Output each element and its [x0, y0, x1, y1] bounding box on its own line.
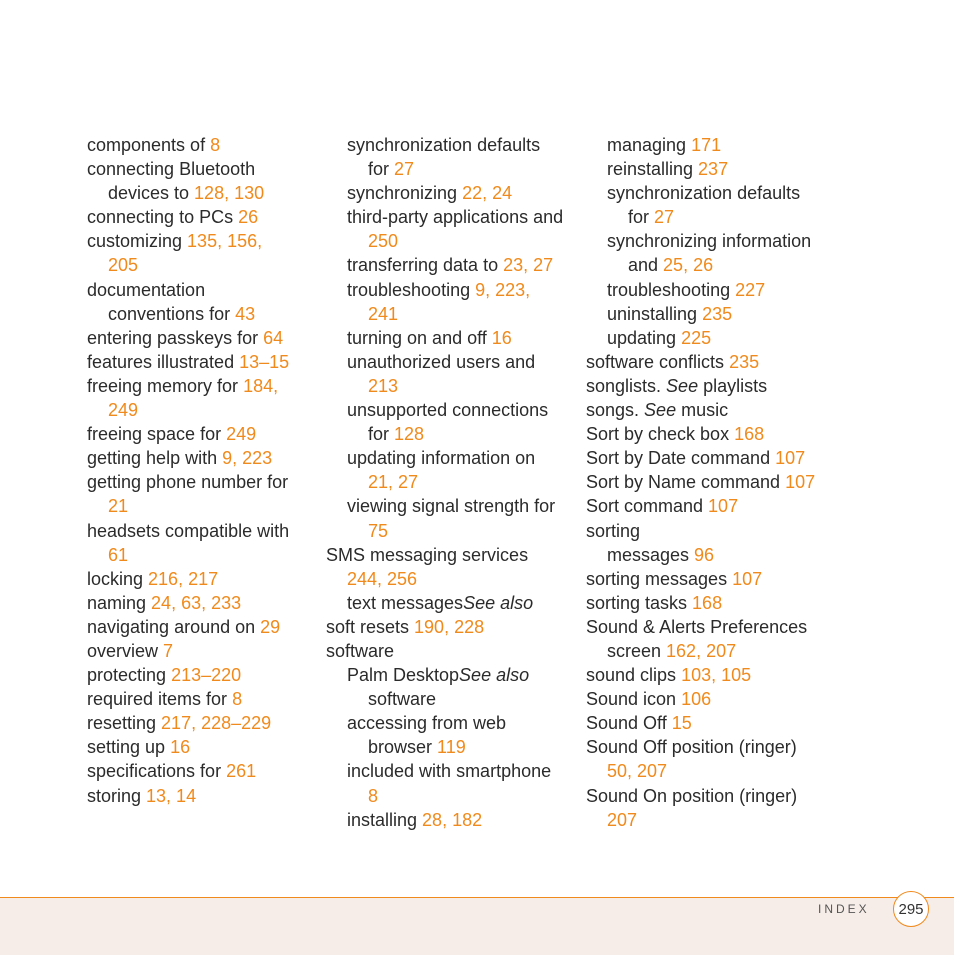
index-term: specifications for	[87, 761, 227, 782]
index-line	[87, 181, 319, 205]
index-line	[326, 543, 576, 567]
page-reference: 250	[368, 231, 399, 252]
index-line	[586, 229, 846, 253]
index-term: Sound & Alerts Preferences	[586, 616, 808, 637]
index-line	[87, 374, 319, 398]
index-line	[326, 567, 576, 591]
index-term: troubleshooting	[607, 279, 736, 300]
footer-band	[0, 897, 954, 955]
index-term: managing	[607, 135, 692, 155]
index-term: Sort by Date command	[586, 448, 776, 469]
index-line	[87, 157, 319, 181]
index-line	[326, 663, 576, 687]
index-line	[586, 663, 846, 687]
index-term: unsupported connections	[347, 400, 549, 421]
index-line	[87, 711, 319, 735]
index-line	[87, 735, 319, 759]
index-line	[87, 615, 319, 639]
index-line	[326, 398, 576, 422]
page-reference: 75	[368, 520, 389, 541]
index-term: for	[368, 159, 395, 180]
index-term: freeing memory for	[87, 375, 244, 396]
page-reference: 190, 228	[414, 616, 485, 637]
page-reference: 213–220	[171, 665, 242, 686]
index-term: updating information on	[347, 448, 536, 469]
index-term: Sound Off position (ringer)	[586, 737, 797, 758]
index-line	[326, 759, 576, 783]
page-reference: 28, 182	[422, 809, 483, 830]
page-reference: 213	[368, 375, 399, 396]
index-line	[87, 133, 319, 157]
index-line	[586, 519, 846, 543]
page-reference: 27	[654, 207, 675, 228]
index-line	[586, 157, 846, 181]
page-reference: 207	[607, 809, 638, 830]
page-reference: 13, 14	[146, 785, 197, 806]
page-reference: 162, 207	[666, 640, 737, 661]
index-line	[326, 253, 576, 277]
page-reference: 107	[732, 568, 763, 589]
index-term: unauthorized users and	[347, 351, 536, 372]
index-line	[586, 759, 846, 783]
index-line	[326, 711, 576, 735]
index-line	[87, 470, 319, 494]
page-reference: 241	[368, 303, 399, 324]
index-line	[326, 374, 576, 398]
index-line	[87, 278, 319, 302]
page-reference: 8	[210, 135, 221, 155]
index-line	[326, 519, 576, 543]
page-reference: 235	[729, 351, 760, 372]
index-term: components of	[87, 135, 211, 155]
index-term: locking	[87, 568, 149, 589]
index-term: Sound Off	[586, 713, 672, 734]
index-term: Sort by check box	[586, 424, 735, 445]
index-term: sorting messages	[586, 568, 733, 589]
index-term: screen	[607, 640, 667, 661]
page-reference: 27	[394, 159, 415, 180]
index-line	[326, 784, 576, 808]
page-reference: 13–15	[239, 351, 290, 372]
index-term: protecting	[87, 665, 172, 686]
page-reference: 96	[694, 544, 715, 565]
index-column-1	[87, 133, 319, 808]
page-reference: 168	[734, 424, 765, 445]
index-line	[87, 253, 319, 277]
index-line	[586, 639, 846, 663]
index-line	[586, 133, 846, 157]
index-line	[326, 302, 576, 326]
index-line	[87, 350, 319, 374]
index-term: navigating around on	[87, 616, 261, 637]
index-line	[87, 639, 319, 663]
index-term: freeing space for	[87, 424, 227, 445]
page-reference: 171	[691, 135, 722, 155]
page-reference: 249	[226, 424, 257, 445]
index-line	[586, 446, 846, 470]
index-term: sorting	[586, 520, 641, 541]
index-term: turning on and off	[347, 327, 492, 348]
index-line	[326, 205, 576, 229]
page-reference: 128, 130	[194, 183, 265, 204]
index-term: third-party applications and	[347, 207, 564, 228]
page-reference: 227	[735, 279, 766, 300]
index-term: required items for	[87, 689, 233, 710]
page-reference: 9, 223,	[475, 279, 531, 300]
page-reference: 22, 24	[462, 183, 513, 204]
page-reference: 26	[238, 207, 259, 228]
index-term: getting help with	[87, 448, 223, 469]
index-line	[586, 615, 846, 639]
page-reference: 244, 256	[347, 568, 418, 589]
index-line	[326, 326, 576, 350]
page-reference: 217, 228–229	[161, 713, 272, 734]
index-line	[586, 181, 846, 205]
page-reference: 21	[108, 496, 129, 517]
index-line	[586, 278, 846, 302]
index-line	[326, 278, 576, 302]
index-line	[326, 615, 576, 639]
index-line	[586, 350, 846, 374]
page-reference: 43	[235, 303, 256, 324]
see-reference: See	[644, 400, 677, 421]
index-line	[87, 591, 319, 615]
page-reference: 64	[263, 327, 284, 348]
page-reference: 8	[368, 785, 379, 806]
index-term: sorting tasks	[586, 592, 693, 613]
page-reference: 103, 105	[681, 665, 752, 686]
index-term: uninstalling	[607, 303, 703, 324]
page-reference: 50, 207	[607, 761, 668, 782]
index-line	[87, 446, 319, 470]
page-reference: 168	[692, 592, 723, 613]
index-term: synchronization defaults	[607, 183, 801, 204]
see-reference: See	[666, 375, 699, 396]
page-reference: 24, 63, 233	[151, 592, 242, 613]
index-line	[326, 157, 576, 181]
page-number: 295	[898, 900, 924, 918]
index-line	[87, 422, 319, 446]
index-term: accessing from web	[347, 713, 507, 734]
index-line	[87, 519, 319, 543]
section-label: INDEX	[818, 902, 870, 916]
index-term: devices to	[108, 183, 195, 204]
index-line	[87, 326, 319, 350]
index-term: conventions for	[108, 303, 236, 324]
index-line	[586, 374, 846, 398]
page-reference: 107	[775, 448, 806, 469]
index-line	[586, 494, 846, 518]
index-line	[586, 398, 846, 422]
index-term: synchronization defaults	[347, 135, 541, 155]
page-reference: 225	[681, 327, 712, 348]
index-line	[586, 302, 846, 326]
index-term: Sort by Name command	[586, 472, 786, 493]
index-term: getting phone number for	[87, 472, 289, 493]
index-term: for	[368, 424, 395, 445]
index-line	[586, 205, 846, 229]
index-term: connecting Bluetooth	[87, 159, 256, 180]
index-term: Sound On position (ringer)	[586, 785, 798, 806]
index-line	[326, 470, 576, 494]
index-term: storing	[87, 785, 147, 806]
page-reference: 107	[785, 472, 816, 493]
page-reference: 15	[671, 713, 692, 734]
index-term: installing	[347, 809, 423, 830]
index-term: headsets compatible with	[87, 520, 290, 541]
page-reference: 8	[232, 689, 243, 710]
index-term: features illustrated	[87, 351, 240, 372]
index-line	[326, 350, 576, 374]
index-term: for	[628, 207, 655, 228]
index-term: text messages	[347, 592, 464, 613]
page-reference: 106	[681, 689, 712, 710]
index-line	[87, 302, 319, 326]
index-line	[586, 422, 846, 446]
index-term: connecting to PCs	[87, 207, 239, 228]
index-term: reinstalling	[607, 159, 699, 180]
index-line	[87, 205, 319, 229]
index-line	[326, 133, 576, 157]
index-term: Sort command	[586, 496, 709, 517]
index-term: troubleshooting	[347, 279, 476, 300]
index-line	[326, 687, 576, 711]
index-line	[586, 470, 846, 494]
page-reference: 184,	[243, 375, 279, 396]
index-term: software conflicts	[586, 351, 730, 372]
see-reference: See also	[463, 592, 534, 613]
index-line	[326, 735, 576, 759]
index-term: resetting	[87, 713, 162, 734]
index-line	[87, 567, 319, 591]
page-reference: 119	[437, 737, 466, 758]
index-term: viewing signal strength for	[347, 496, 556, 517]
index-column-3	[586, 133, 846, 832]
index-line	[87, 759, 319, 783]
index-term: naming	[87, 592, 152, 613]
index-column-2	[326, 133, 576, 832]
index-term: software	[326, 640, 395, 661]
page-reference: 16	[170, 737, 191, 758]
page-reference: 261	[226, 761, 257, 782]
index-line	[326, 639, 576, 663]
index-term: Palm Desktop	[347, 665, 460, 686]
index-line	[586, 711, 846, 735]
index-term: songs.	[586, 400, 645, 421]
page-reference: 249	[108, 400, 139, 421]
index-line	[326, 494, 576, 518]
see-target: music	[676, 400, 729, 421]
index-term: software	[368, 689, 437, 710]
index-term: overview	[87, 640, 164, 661]
index-term: entering passkeys for	[87, 327, 264, 348]
index-term: setting up	[87, 737, 171, 758]
index-term: browser	[368, 737, 438, 758]
index-line	[586, 567, 846, 591]
page-reference: 21, 27	[368, 472, 419, 493]
index-line	[586, 784, 846, 808]
index-line	[326, 591, 576, 615]
index-term: transferring data to	[347, 255, 504, 276]
page-reference: 107	[708, 496, 739, 517]
index-term: synchronizing information	[607, 231, 812, 252]
index-line	[586, 326, 846, 350]
page-reference: 235	[702, 303, 733, 324]
index-line	[87, 663, 319, 687]
index-line	[87, 494, 319, 518]
page-reference: 135, 156,	[187, 231, 263, 252]
page-reference: 29	[260, 616, 281, 637]
page-reference: 216, 217	[148, 568, 219, 589]
index-term: updating	[607, 327, 682, 348]
index-line	[326, 422, 576, 446]
see-target: playlists	[698, 375, 768, 396]
index-line	[87, 398, 319, 422]
index-line	[87, 229, 319, 253]
page-number-badge	[893, 891, 929, 927]
index-line	[326, 229, 576, 253]
see-reference: See also	[459, 665, 530, 686]
page-reference: 237	[698, 159, 729, 180]
index-term: and	[628, 255, 664, 276]
page-reference: 25, 26	[663, 255, 714, 276]
index-term: included with smartphone	[347, 761, 552, 782]
index-line	[87, 687, 319, 711]
index-line	[586, 735, 846, 759]
index-line	[87, 543, 319, 567]
page-reference: 205	[108, 255, 139, 276]
index-term: soft resets	[326, 616, 415, 637]
index-term: sound clips	[586, 665, 682, 686]
page-reference: 9, 223	[222, 448, 273, 469]
index-line	[87, 784, 319, 808]
index-line	[586, 687, 846, 711]
index-line	[326, 181, 576, 205]
index-term: Sound icon	[586, 689, 682, 710]
page-reference: 7	[163, 640, 174, 661]
index-term: synchronizing	[347, 183, 463, 204]
index-term: documentation	[87, 279, 206, 300]
index-line	[586, 591, 846, 615]
index-term: customizing	[87, 231, 188, 252]
index-term: messages	[607, 544, 695, 565]
index-line	[586, 543, 846, 567]
index-term: SMS messaging services	[326, 544, 529, 565]
page-reference: 23, 27	[503, 255, 554, 276]
index-line	[326, 446, 576, 470]
index-term: songlists.	[586, 375, 667, 396]
index-line	[586, 808, 846, 832]
index-line	[326, 808, 576, 832]
page-reference: 128	[394, 424, 425, 445]
index-line	[586, 253, 846, 277]
page-reference: 61	[108, 544, 129, 565]
page-reference: 16	[491, 327, 512, 348]
